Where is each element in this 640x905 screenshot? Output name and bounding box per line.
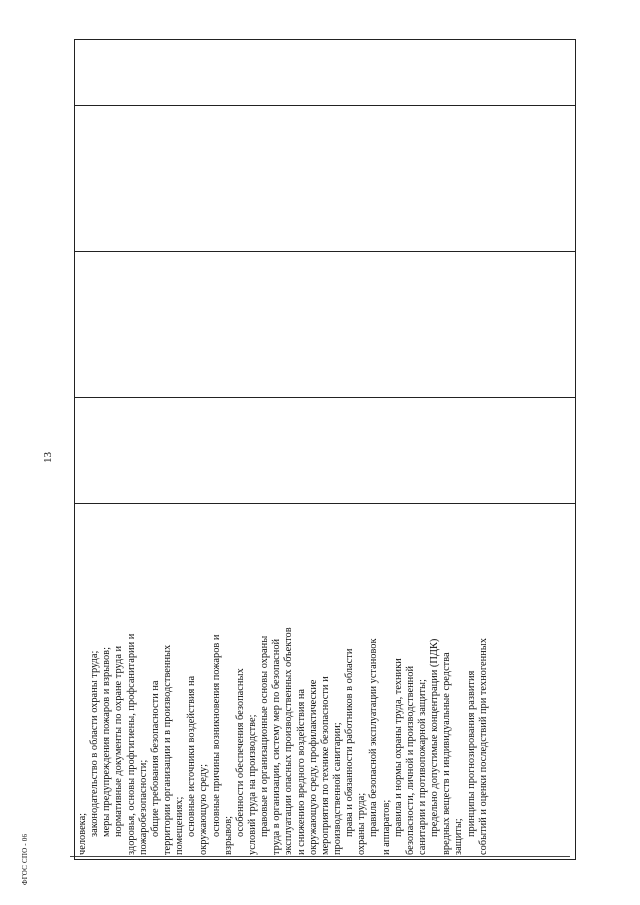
- text-line: особенности обеспечения безопасных: [234, 668, 246, 837]
- text-line: предельно допустимые концентрации (ПДК): [429, 638, 441, 837]
- text-line: труда в организации, систему мер по безопасной: [271, 638, 283, 855]
- text-line: и снижению вредного воздействия на: [295, 688, 307, 855]
- table-cell-empty: [75, 106, 576, 252]
- text-line: правила безопасной эксплуатации установок: [368, 638, 380, 837]
- text-line: принципы прогнозирования развития: [465, 670, 477, 837]
- text-line: событий и оценки последствий при техногенных: [477, 638, 489, 855]
- text-line: нормативные документы по охране труда и: [113, 645, 125, 837]
- text-line: вредных веществ и индивидуальные средства: [441, 652, 453, 855]
- text-line: правовые и организационные основы охраны: [259, 635, 271, 837]
- text-line: охраны труда;: [356, 792, 368, 855]
- text-line: условий труда на производстве;: [246, 714, 258, 855]
- description-text: [75, 504, 490, 859]
- text-line: меры предупреждения пожаров и взрывов;: [101, 647, 113, 837]
- page-number: 13: [42, 452, 54, 463]
- text-line: мероприятия по технике безопасности и: [319, 676, 331, 855]
- text-line: правила и нормы охраны труда, техники: [392, 658, 404, 837]
- text-line: взрывов;: [222, 815, 234, 855]
- text-line: права и обязанности работников в области: [344, 648, 356, 837]
- text-line: общие требования безопасности на: [149, 680, 161, 837]
- text-line: человека;: [77, 812, 88, 855]
- text-line: производственной санитарии;: [331, 722, 343, 855]
- text-line: пожаробезопасности;: [137, 759, 149, 855]
- table-row: [75, 40, 576, 860]
- text-line: законодательство в области охраны труда;: [89, 650, 101, 837]
- text-line: окружающую среду;: [198, 764, 210, 855]
- text-line: безопасности, личной и производственной: [404, 666, 416, 855]
- table-cell-description: [75, 504, 576, 860]
- standards-table: [74, 39, 576, 860]
- text-line: здоровья, основы профгигиены, профсанитарии и: [125, 633, 137, 855]
- table-cell-empty: [75, 40, 576, 106]
- text-line: и аппаратов;: [380, 799, 392, 855]
- text-line: основные источники воздействия на: [186, 675, 198, 837]
- footer-code: ФГОС СПО - 06: [21, 833, 29, 885]
- table-cell-empty: [75, 398, 576, 504]
- text-line: защиты;: [453, 818, 465, 855]
- text-line: эксплуатации опасных производственных объектов: [283, 627, 295, 855]
- text-line: окружающую среду, профилактические: [307, 679, 319, 855]
- text-line: территории организации и в производственных: [161, 644, 173, 855]
- text-line: помещениях;: [174, 796, 186, 855]
- text-line: основные причины возникновения пожаров и: [210, 634, 222, 837]
- table-cell-empty: [75, 252, 576, 398]
- text-line: санитарии и противопожарной защиты;: [416, 679, 428, 855]
